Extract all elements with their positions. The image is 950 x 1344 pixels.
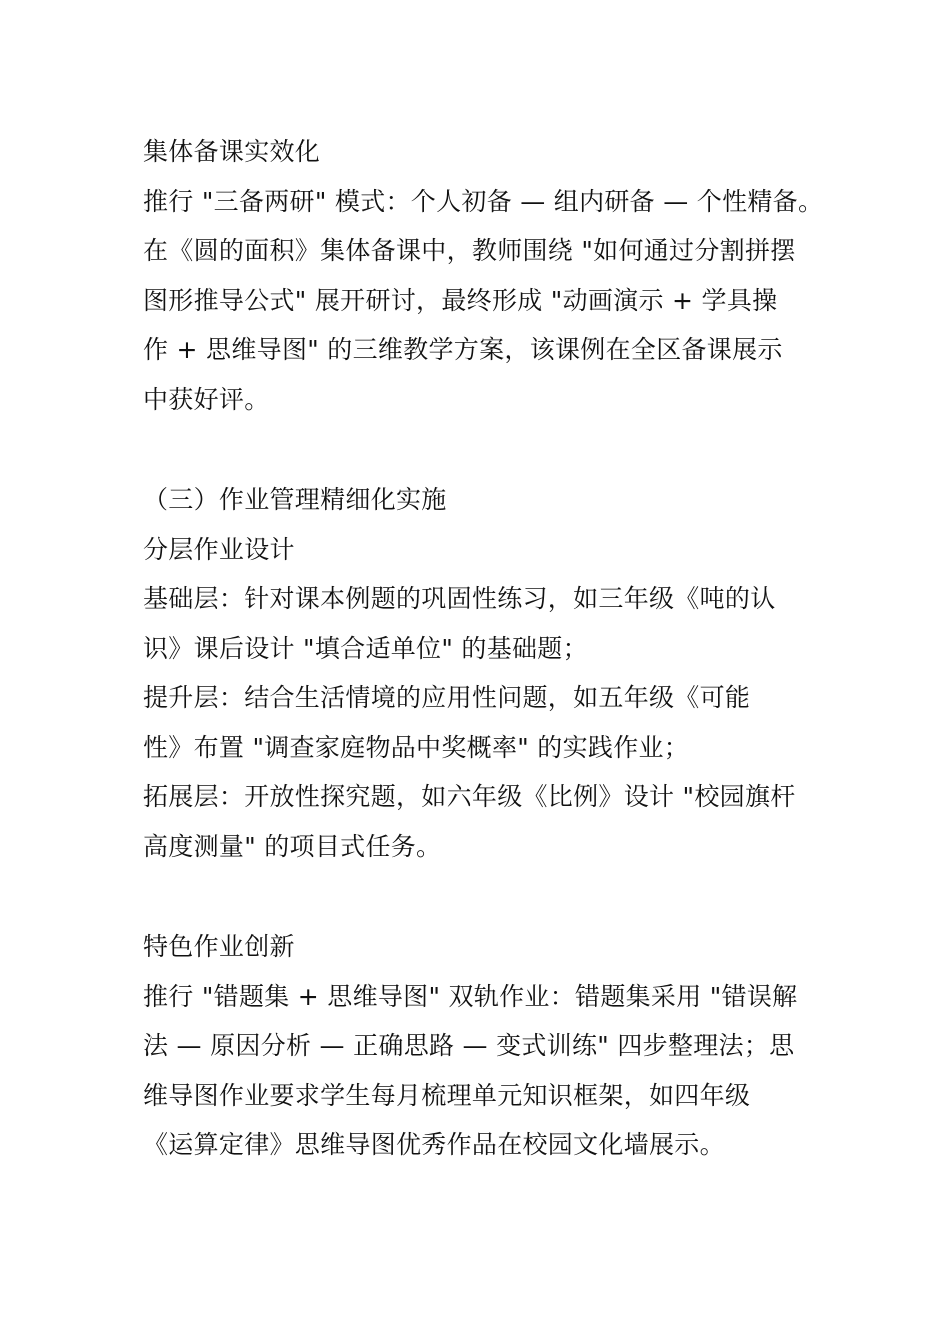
section-heading-homework-management: （三）作业管理精细化实施 xyxy=(143,485,447,514)
subheading-featured-homework: 特色作业创新 xyxy=(143,932,295,961)
subheading-tiered-homework: 分层作业设计 xyxy=(143,534,295,564)
paragraph-line: 识》课后设计 "填合适单位" 的基础题； xyxy=(143,633,588,663)
paragraph-line: 拓展层：开放性探究题，如六年级《比例》设计 "校园旗杆 xyxy=(143,782,796,811)
homework-management-section xyxy=(143,475,823,871)
collective-lesson-prep-section xyxy=(143,127,823,424)
paragraph-line: 《运算定律》思维导图优秀作品在校园文化墙展示。 xyxy=(143,1130,725,1159)
paragraph-line: 推行 "错题集 + 思维导图" 双轨作业：错题集采用 "错误解 xyxy=(143,981,798,1011)
paragraph-line: 基础层：针对课本例题的巩固性练习，如三年级《吨的认 xyxy=(143,584,776,613)
paragraph-line: 提升层：结合生活情境的应用性问题，如五年级《可能 xyxy=(143,683,751,712)
paragraph-line: 法 — 原因分析 — 正确思路 — 变式训练" 四步整理法；思 xyxy=(143,1031,795,1060)
paragraph-line: 高度测量" 的项目式任务。 xyxy=(143,831,442,861)
paragraph-line: 推行 "三备两研" 模式：个人初备 — 组内研备 — 个性精备。 xyxy=(143,186,824,216)
paragraph-line: 维导图作业要求学生每月梳理单元知识框架，如四年级 xyxy=(143,1080,751,1110)
paragraph-line: 性》布置 "调查家庭物品中奖概率" 的实践作业； xyxy=(143,732,690,762)
paragraph-line: 在《圆的面积》集体备课中，教师围绕 "如何通过分割拼摆 xyxy=(143,236,796,265)
paragraph-line: 作 + 思维导图" 的三维教学方案，该课例在全区备课展示 xyxy=(143,335,783,364)
paragraph-line: 图形推导公式" 展开研讨，最终形成 "动画演示 + 学具操 xyxy=(143,285,778,315)
featured-homework-section xyxy=(143,922,823,1170)
subheading-collective-lesson-prep: 集体备课实效化 xyxy=(143,137,321,166)
paragraph-line: 中获好评。 xyxy=(143,384,270,414)
